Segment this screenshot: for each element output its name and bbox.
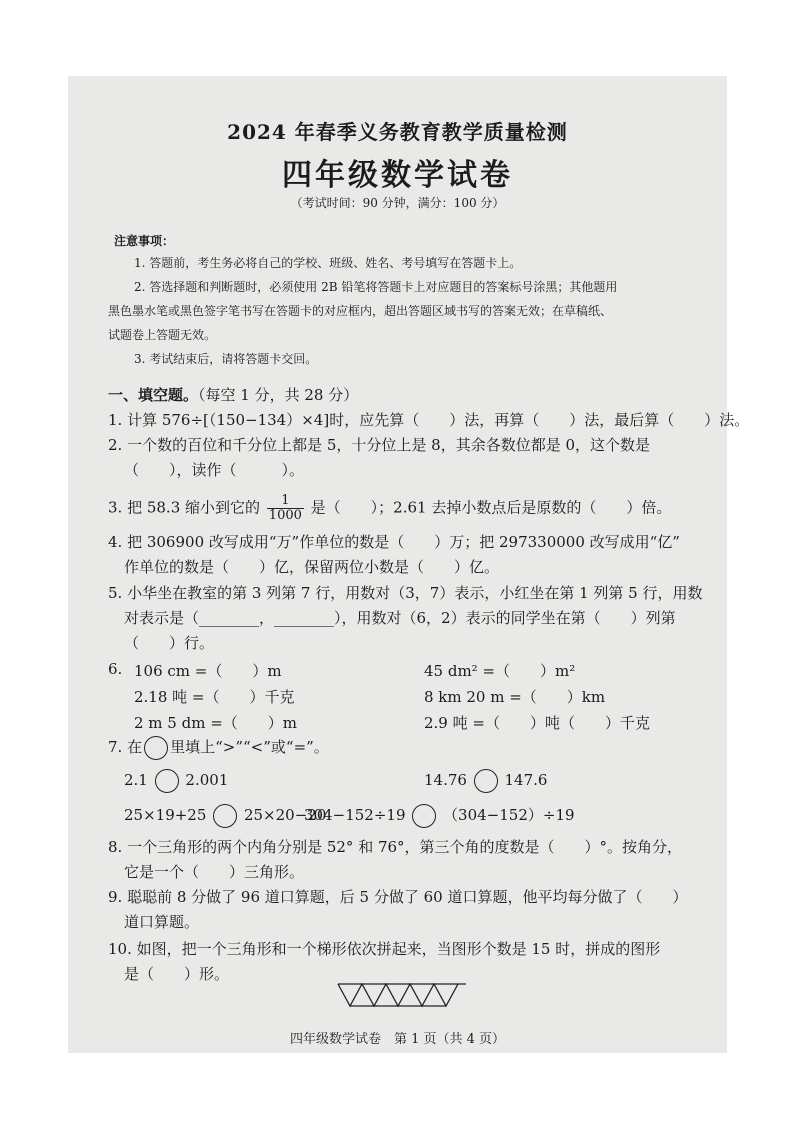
note-item: 黑色墨水笔或黑色签字笔书写在答题卡的对应框内，超出答题区域书写的答案无效；在草稿纸、 xyxy=(108,304,613,318)
question-10-line2: 是（ ）形。 xyxy=(124,965,230,983)
compare-circle-icon[interactable] xyxy=(213,804,237,828)
question-4-line1: 4. 把 306900 改写成用“万”作单位的数是（ ）万；把 297330000 改写成用“亿” xyxy=(108,533,680,551)
question-1: 1. 计算 576÷[（150−134）×4]时，应先算（ ）法，再算（ ）法，最后算（ ）法。 xyxy=(108,411,750,429)
compare-circle-icon xyxy=(144,736,168,760)
compare-circle-icon[interactable] xyxy=(412,804,436,828)
question-2-line1: 2. 一个数的百位和千分位上都是 5，十分位上是 8，其余各数位都是 0，这个数是 xyxy=(108,436,651,454)
comparison-left: 25×19+25 xyxy=(124,806,207,824)
unit-conversion: 2.9 吨 =（ ）吨（ ）千克 xyxy=(424,714,650,732)
unit-conversion: 8 km 20 m =（ ）km xyxy=(424,688,606,706)
comparison-item xyxy=(424,769,547,793)
question-2-line2: （ ），读作（ ）。 xyxy=(124,461,305,479)
comparison-right: 2.001 xyxy=(185,771,229,789)
section-name: 一、填空题。 xyxy=(108,386,199,404)
figure-shapes xyxy=(338,984,466,1006)
fraction-numerator: 1 xyxy=(267,494,304,509)
comparison-right: 25×20−20 xyxy=(243,806,327,824)
exam-sheet xyxy=(68,76,750,1053)
comparison-right: （304−152）÷19 xyxy=(443,806,575,824)
comparison-left: 304−152÷19 xyxy=(304,806,406,824)
note-item: 2. 答选择题和判断题时，必须使用 2B 铅笔将答题卡上对应题目的答案标号涂黑；其他题用 xyxy=(134,280,618,294)
question-5-line2: 对表示是（________，________），用数对（6，2）表示的同学坐在第（ ）列第 xyxy=(124,609,676,627)
comparison-item xyxy=(304,804,575,828)
page-footer: 四年级数学试卷 第 1 页（共 4 页） xyxy=(289,1032,506,1047)
compare-circle-icon[interactable] xyxy=(155,769,179,793)
question-5-line3: （ ）行。 xyxy=(124,634,215,652)
comparison-item xyxy=(124,804,326,828)
question-4-line2: 作单位的数是（ ）亿，保留两位小数是（ ）亿。 xyxy=(124,558,500,576)
question-8-line2: 它是一个（ ）三角形。 xyxy=(124,863,305,881)
question-7-post: 里填上“>”“<”或“=”。 xyxy=(170,738,329,756)
unit-conversion: 45 dm² =（ ）m² xyxy=(424,662,576,680)
triangle-trapezoid-figure xyxy=(336,982,516,1008)
section-title xyxy=(108,384,358,405)
question-8-line1: 8. 一个三角形的两个内角分别是 52° 和 76°，第三个角的度数是（ ）°。按角分， xyxy=(108,838,683,856)
question-9-line1: 9. 聪聪前 8 分做了 96 道口算题，后 5 分做了 60 道口算题，他平均每分做了（ ） xyxy=(108,888,688,906)
question-7-title xyxy=(108,736,329,760)
question-3-post: 是（ ）；2.61 去掉小数点后是原数的（ ）倍。 xyxy=(310,498,672,517)
exam-subtitle: 2024 年春季义务教育教学质量检测 xyxy=(227,120,568,144)
question-3 xyxy=(108,494,671,523)
unit-conversion: 106 cm =（ ）m xyxy=(134,662,282,680)
comparison-left: 14.76 xyxy=(424,771,467,789)
notes-heading: 注意事项： xyxy=(114,234,175,248)
section-note: （每空 1 分，共 28 分） xyxy=(198,386,359,404)
comparison-right: 147.6 xyxy=(504,771,548,789)
note-item: 1. 答题前，考生务必将自己的学校、班级、姓名、考号填写在答题卡上。 xyxy=(134,256,522,270)
unit-conversion: 2 m 5 dm =（ ）m xyxy=(134,714,298,732)
question-7-pre: 7. 在 xyxy=(108,738,143,756)
comparison-left: 2.1 xyxy=(124,771,148,789)
exam-title: 四年级数学试卷 xyxy=(282,158,513,193)
question-6-number: 6. xyxy=(108,660,123,678)
fraction-denominator: 1000 xyxy=(268,508,302,523)
question-3-pre: 3. 把 58.3 缩小到它的 xyxy=(108,498,261,517)
question-9-line2: 道口算题。 xyxy=(124,913,200,931)
unit-conversion: 2.18 吨 =（ ）千克 xyxy=(134,688,295,706)
note-item: 试题卷上答题无效。 xyxy=(108,328,217,342)
exam-info: （考试时间：90 分钟，满分：100 分） xyxy=(290,196,505,210)
fraction xyxy=(267,494,304,523)
question-5-line1: 5. 小华坐在教室的第 3 列第 7 行，用数对（3，7）表示，小红坐在第 1 列第 5 行，用数 xyxy=(108,584,703,602)
comparison-item xyxy=(124,769,228,793)
figure-outline xyxy=(338,984,466,1006)
note-item: 3. 考试结束后，请将答题卡交回。 xyxy=(134,352,318,366)
question-10-line1: 10. 如图，把一个三角形和一个梯形依次拼起来，当图形个数是 15 时，拼成的图形 xyxy=(108,940,661,958)
compare-circle-icon[interactable] xyxy=(474,769,498,793)
